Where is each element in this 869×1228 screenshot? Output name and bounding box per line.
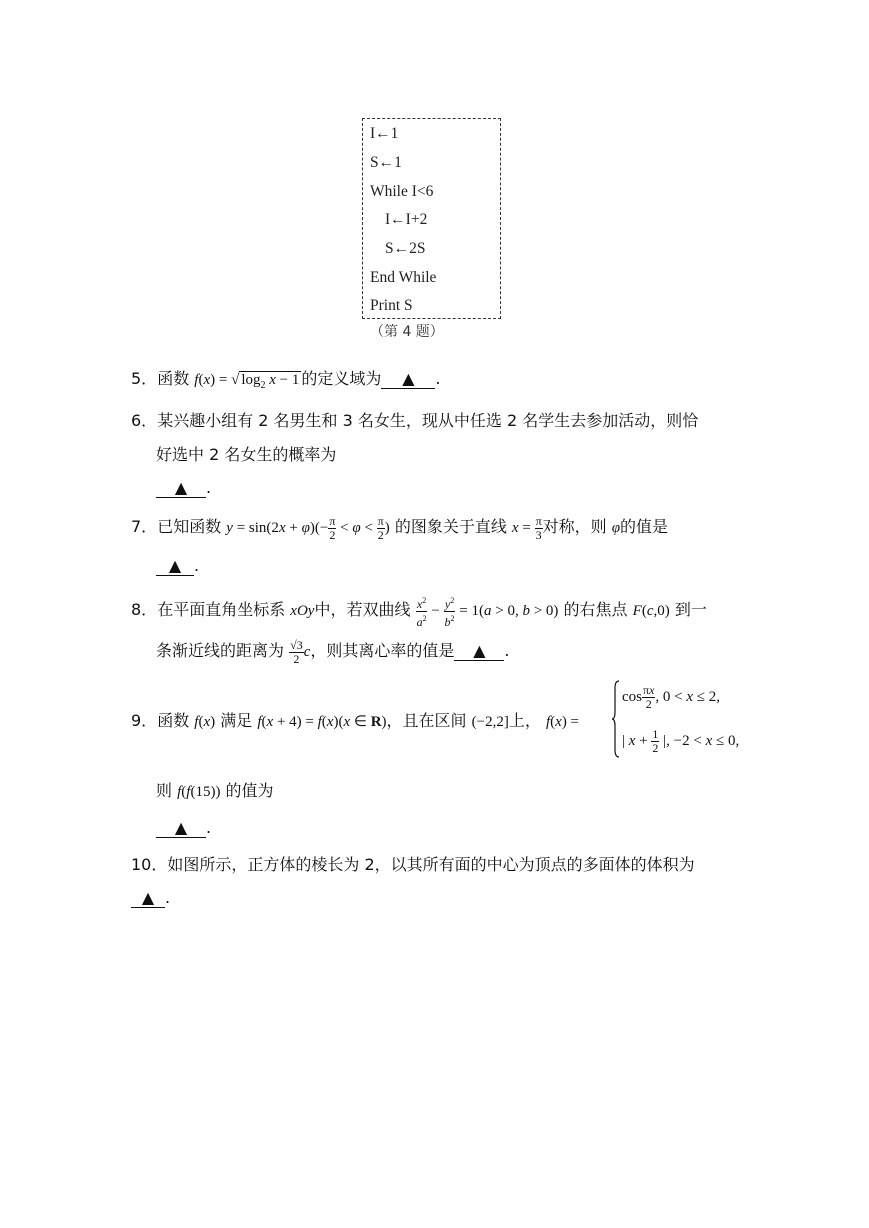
code-line-4: I←I+2 <box>385 211 428 228</box>
q6-number: 6． <box>131 411 158 430</box>
q9-line2-tail: 的值为 <box>225 781 274 800</box>
q7-prefix: 已知函数 <box>157 517 222 536</box>
q7-answer-blank: ▲ <box>156 557 194 576</box>
q5-end: . <box>435 369 441 388</box>
q9-middle3: 上， <box>508 711 541 730</box>
question-6-line-2: 好选中 2 名女生的概率为 <box>156 445 337 464</box>
question-9-line-2 <box>156 778 274 801</box>
code-line-6: End While <box>370 269 437 286</box>
q9-line2: 则 <box>156 781 173 800</box>
code-line-7: Print S <box>370 297 413 314</box>
q8-tail: 到一 <box>674 599 707 619</box>
q7-tail2: 的值是 <box>620 517 669 536</box>
q6-end: . <box>206 478 212 497</box>
q9-ff15: f(f(15)) <box>177 784 221 800</box>
question-8-line-1 <box>131 594 707 629</box>
q9-prefix: 函数 <box>157 711 190 730</box>
question-7 <box>131 514 668 542</box>
q9-end: . <box>206 818 212 837</box>
q8-number: 8． <box>131 599 158 619</box>
question-9-line-1 <box>131 708 579 731</box>
q7-phi: φ <box>611 520 621 536</box>
q9-case-2: | x + $\frac{1}{2}$ |, −2 < x ≤ 0, <box>622 727 740 755</box>
question-6-answer <box>156 478 211 498</box>
question-5 <box>131 366 441 391</box>
q6-answer-blank: ▲ <box>156 479 206 498</box>
q7-end: . <box>194 556 200 575</box>
q7-tail: 对称，则 <box>542 517 607 536</box>
q9-fx-def: f(x) = <box>545 714 580 730</box>
code-line-5: S←2S <box>385 240 426 257</box>
q8-hyperbola: $\frac{x^2}{a^2}$ − $\frac{y^2}{b^2}$ = 1(a > 0, b > 0) <box>416 596 559 629</box>
q9-periodic: f(x + 4) = f(x)(x ∈ R) <box>257 714 387 730</box>
code-line-2: S←1 <box>370 154 402 171</box>
pseudocode-box <box>362 118 501 319</box>
question-7-answer <box>156 556 199 576</box>
question-10-answer <box>131 888 170 908</box>
q9-number: 9． <box>131 711 158 730</box>
q5-tail: 的定义域为 <box>301 369 382 388</box>
figure-caption: （第 4 题） <box>370 324 444 340</box>
q8-distance: $\frac{√3}{2}$ c <box>290 638 311 667</box>
code-line-3: While I<6 <box>370 183 434 200</box>
q5-number: 5． <box>131 369 158 388</box>
q10-number: 10． <box>131 855 168 874</box>
question-8-line-2 <box>156 638 509 666</box>
piecewise-brace <box>612 680 620 758</box>
q10-line1: 如图所示，正方体的棱长为 2，以其所有面的中心为顶点的多面体的体积为 <box>167 855 695 874</box>
q8-prefix: 在平面直角坐标系 <box>157 599 286 619</box>
q7-formula: y = sin(2x + φ)(− $\frac{\pi}{2}$ < φ < $\frac{\pi}{2}$ ) <box>226 514 390 543</box>
question-10-line-1 <box>131 852 695 875</box>
q8-middle: 中，若双曲线 <box>314 599 411 619</box>
q8-answer-blank: ▲ <box>454 642 504 661</box>
q7-line-eq: x = $\frac{\pi}{3}$ <box>511 514 542 543</box>
q8-line2-prefix: 条渐近线的距离为 <box>156 641 285 660</box>
q8-end: . <box>504 641 510 660</box>
code-line-1: I←1 <box>370 125 399 142</box>
q8-focus: F(c,0) <box>632 602 670 619</box>
q5-answer-blank: ▲ <box>381 370 435 389</box>
q10-end: . <box>165 888 171 907</box>
q5-prefix: 函数 <box>157 369 190 388</box>
q7-number: 7． <box>131 517 158 536</box>
q5-formula: f(x) = √ $\log_2 x - 1$ <box>194 372 300 391</box>
q6-line1: 某兴趣小组有 2 名男生和 3 名女生，现从中任选 2 名学生去参加活动，则恰 <box>157 411 699 430</box>
q9-middle2: ，且在区间 <box>386 711 467 730</box>
q9-case-1: cos $\frac{\pi x}{2}$ , 0 < x ≤ 2, <box>622 683 721 711</box>
q10-answer-blank: ▲ <box>131 889 165 908</box>
q9-interval: (−2,2] <box>471 714 509 730</box>
q8-line2-tail: ，则其离心率的值是 <box>310 641 455 660</box>
q9-answer-blank: ▲ <box>156 819 206 838</box>
q7-middle: 的图象关于直线 <box>394 517 507 536</box>
q9-fx: f(x) <box>194 714 216 730</box>
q8-xoy: xOy <box>290 602 315 619</box>
question-9-answer <box>156 818 211 838</box>
q8-middle2: 的右焦点 <box>563 599 628 619</box>
question-6-line-1 <box>131 408 698 431</box>
q9-middle: 满足 <box>220 711 253 730</box>
